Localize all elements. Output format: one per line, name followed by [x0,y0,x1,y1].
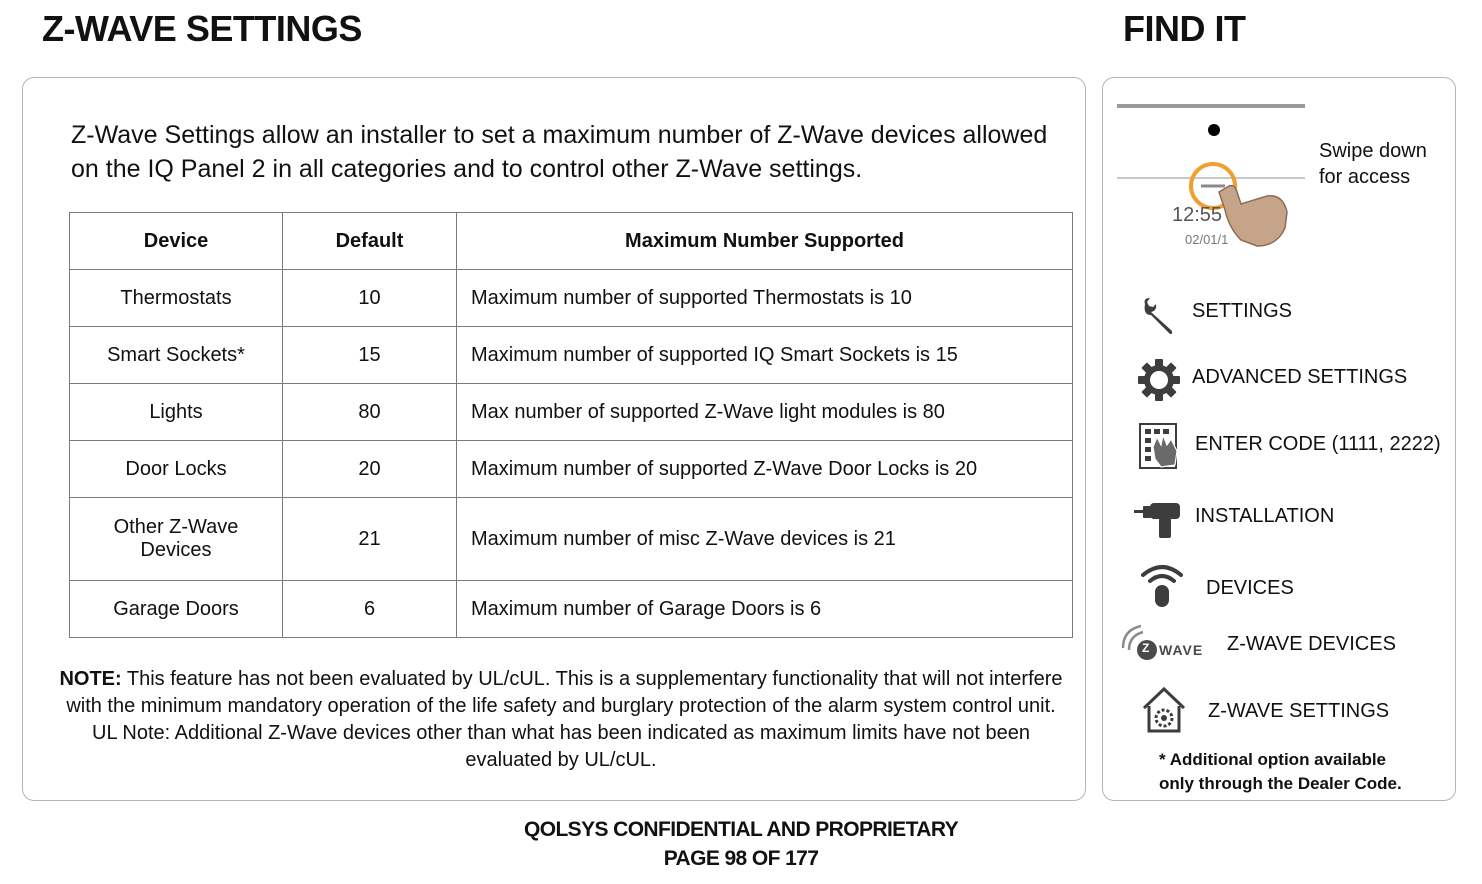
step-zwave-devices: Z-WAVE DEVICES [1227,633,1396,655]
cell-device: Door Locks [70,441,283,498]
keypad-hand-icon [1139,423,1183,476]
dealer-note-line-1: * Additional option available [1159,750,1387,769]
column-header-default: Default [283,213,457,270]
find-it-panel [1102,77,1456,801]
page-title: Z-WAVE SETTINGS [42,8,362,49]
step-zwave-settings: Z-WAVE SETTINGS [1208,700,1390,722]
table-row [70,498,1073,581]
cell-max: Maximum number of supported IQ Smart Sockets is 15 [457,327,1073,384]
cell-max: Max number of supported Z-Wave light modules is 80 [457,384,1073,441]
cell-device: Smart Sockets* [70,327,283,384]
cell-default: 20 [283,441,457,498]
panel-screenshot [1117,100,1307,250]
step-enter-code: ENTER CODE (1111, 2222) [1195,433,1441,455]
footer-confidential: QOLSYS CONFIDENTIAL AND PROPRIETARY [523,818,959,841]
swipe-line-2: for access [1319,166,1411,188]
zwave-logo-text: WAVE [1159,642,1204,658]
cell-max: Maximum number of misc Z-Wave devices is 21 [457,498,1073,581]
screenshot-date: 02/01/1 [1185,232,1229,247]
swipe-line-1: Swipe down [1319,140,1427,162]
gear-icon [1137,358,1181,407]
intro-text: Z-Wave Settings allow an installer to set a maximum number of Z-Wave devices allowed on the IQ Panel 2 in all categories and to control other Z-Wave settings. [71,121,1048,183]
house-gear-icon [1141,686,1187,739]
note-paragraph [51,666,1071,774]
cell-default: 10 [283,270,457,327]
cell-max: Maximum number of supported Thermostats is 10 [457,270,1073,327]
table-row [70,441,1073,498]
step-installation: INSTALLATION [1195,505,1335,527]
main-panel [22,77,1086,801]
wireless-sensor-icon [1139,561,1185,614]
dealer-code-note [1159,748,1402,796]
cell-default: 80 [283,384,457,441]
note-text: This feature has not been evaluated by UL/cUL. This is a supplementary functionality that will not interfere with the minimum mandatory operation of the life safety and burglary protection of the alarm system control unit. UL Note: Additional Z-Wave devices other than what has been indicated as maximum limits have not been evaluated by UL/cUL. [66,668,1063,771]
cell-device: Lights [70,384,283,441]
screenshot-time: 12:55 [1172,204,1223,226]
cell-device: Other Z-Wave Devices [70,498,283,581]
zwave-logo-icon [1119,622,1215,662]
cell-default: 6 [283,581,457,638]
swipe-instruction [1319,138,1427,190]
cell-device: Thermostats [70,270,283,327]
dealer-note-line-2: only through the Dealer Code. [1159,774,1402,793]
note-label: NOTE: [59,668,122,690]
cell-max: Maximum number of Garage Doors is 6 [457,581,1073,638]
wrench-icon [1139,296,1179,341]
step-devices: DEVICES [1206,577,1294,599]
zwave-logo-z: Z [1142,641,1150,655]
step-advanced-settings: ADVANCED SETTINGS [1192,366,1408,388]
zwave-limits-table [69,212,1073,638]
table-row [70,270,1073,327]
column-header-device: Device [70,213,283,270]
cell-device: Garage Doors [70,581,283,638]
step-settings: SETTINGS [1192,300,1293,322]
column-header-max: Maximum Number Supported [457,213,1073,270]
table-row [70,384,1073,441]
cell-default: 15 [283,327,457,384]
table-row [70,327,1073,384]
find-it-title: FIND IT [1123,8,1246,49]
drill-icon [1133,500,1183,545]
table-row [70,581,1073,638]
cell-default: 21 [283,498,457,581]
footer-page-number: PAGE 98 OF 177 [663,847,819,870]
cell-max: Maximum number of supported Z-Wave Door Locks is 20 [457,441,1073,498]
table-header-row [70,213,1073,270]
